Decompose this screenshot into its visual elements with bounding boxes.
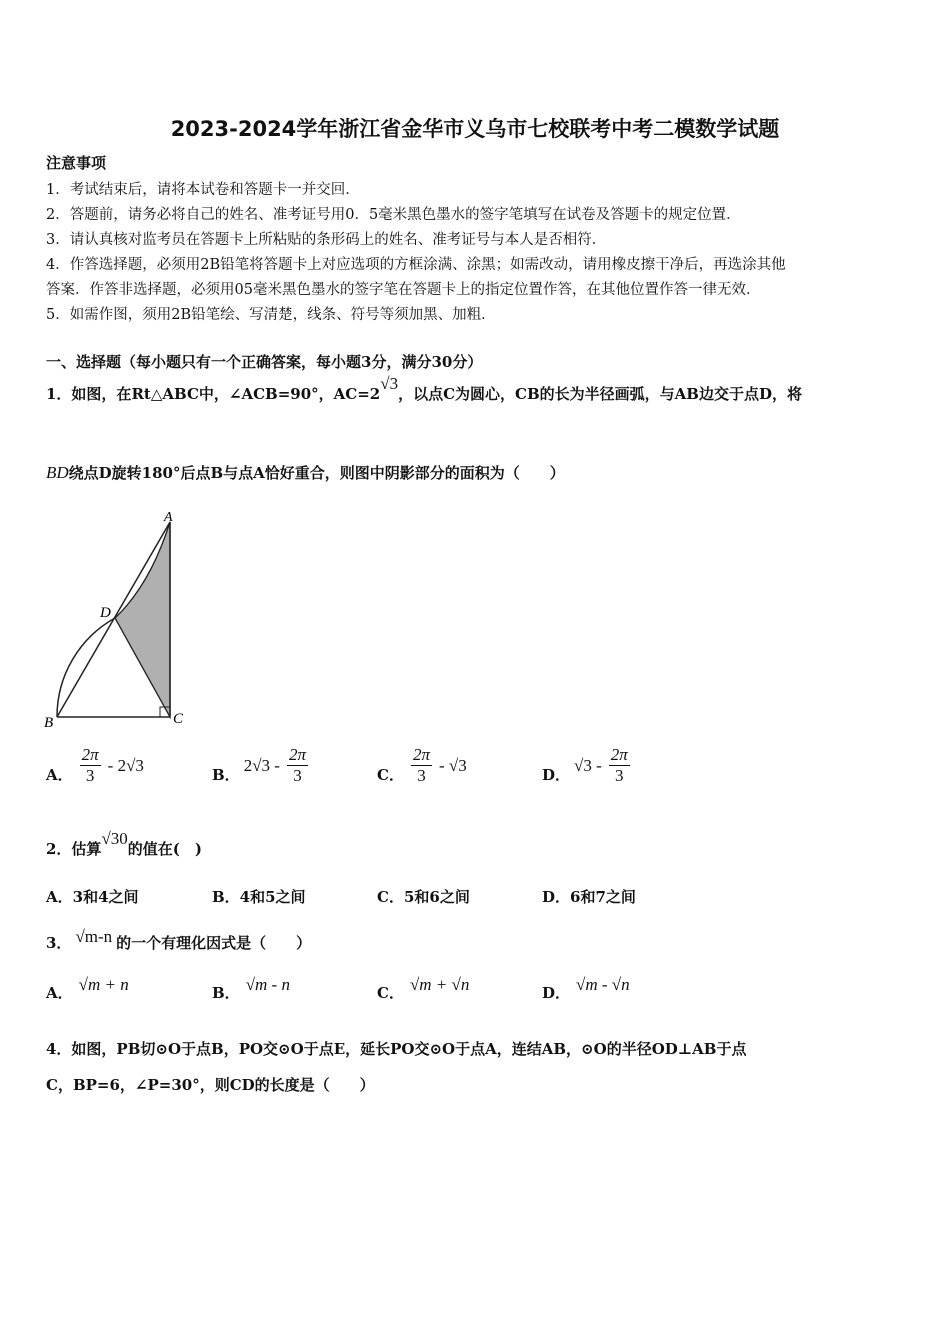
option-label: C． [377, 766, 404, 784]
q1-text: 1．如图，在Rt△ABC中，∠ACB=90°，AC=2 [46, 385, 381, 403]
q3-option-b[interactable]: B． √m - n [212, 975, 290, 1002]
q4-line1: 4．如图，PB切⊙O于点B，PO交⊙O于点E，延长PO交⊙O于点A，连结AB，⊙O的半径OD⊥AB于点 [46, 1040, 747, 1058]
q1-text: ，以点C为圆心，CB的长为半径画弧，与AB边交于点D，将 [398, 385, 802, 403]
label-d: D [100, 605, 111, 621]
q4-line2: C，BP=6，∠P=30°，则CD的长度是（ ） [46, 1076, 375, 1094]
option-expr: √3 - [574, 755, 602, 775]
notice-item: 2．答题前，请务必将自己的姓名、准考证号用0．5毫米黑色墨水的签字笔填写在试卷及答题卡的规定位置． [46, 207, 741, 223]
option-label: B． [212, 766, 240, 784]
q1-option-d[interactable] [542, 745, 633, 786]
option-label: D． [542, 766, 571, 784]
q2-option-c[interactable]: C．5和6之间 [377, 888, 470, 906]
q3-option-a[interactable]: A． √m + n [46, 975, 129, 1002]
notice-heading: 注意事项 [46, 154, 107, 172]
q3-stem [46, 927, 312, 953]
label-b: B [44, 715, 54, 731]
q2-text: 2．估算 [46, 840, 102, 858]
label-a: A [164, 510, 173, 525]
q2-stem [46, 829, 202, 859]
fraction: $\frac{2\pi}{3}$ [412, 745, 430, 785]
q1-figure [40, 505, 200, 735]
q3-text: 3． [46, 934, 72, 952]
fraction: $\frac{2\pi}{3}$ [81, 745, 99, 785]
notice-item: 4．作答选择题，必须用2B铅笔将答题卡上对应选项的方框涂满、涂黑；如需改动，请用橡皮擦干净后，再选涂其他 [46, 257, 786, 273]
q1-text: 绕点D旋转180°后点B与点A恰好重合，则图中阴影部分的面积为（ ） [68, 464, 565, 482]
q3-option-c[interactable]: C． √m + √n [377, 975, 470, 1002]
q2-option-a[interactable]: A．3和4之间 [46, 888, 139, 906]
q1-option-c[interactable] [377, 745, 467, 786]
notice-item: 1．考试结束后，请将本试卷和答题卡一并交回． [46, 182, 360, 198]
notice-item: 5．如需作图，须用2B铅笔绘、写清楚，线条、符号等须加黑、加粗． [46, 307, 496, 323]
option-label: A． [46, 766, 73, 784]
q2-text: 的值在( ) [127, 840, 202, 858]
fraction: $\frac{2\pi}{3}$ [610, 745, 628, 785]
q2-option-d[interactable]: D．6和7之间 [542, 888, 636, 906]
q3-option-d[interactable]: D． √m - √n [542, 975, 630, 1002]
option-expr: - √3 [438, 755, 467, 775]
q1-line1 [46, 374, 802, 404]
sqrt-expr: √3 [380, 374, 399, 393]
sqrt-expr: √m-n [75, 927, 113, 946]
notice-item: 答案．作答非选择题，必须用05毫米黑色墨水的签字笔在答题卡上的指定位置作答，在其他位置作答一律无效． [46, 282, 761, 298]
option-expr: 2√3 - [243, 755, 280, 775]
arc-bd: BD [46, 463, 69, 482]
label-c: C [173, 711, 184, 727]
notice-item: 3．请认真核对监考员在答题卡上所粘贴的条形码上的姓名、准考证号与本人是否相符． [46, 232, 607, 248]
option-expr: - 2√3 [107, 755, 144, 775]
q1-option-b[interactable] [212, 745, 311, 786]
page-title: 2023-2024学年浙江省金华市义乌市七校联考中考二模数学试题 [170, 117, 780, 141]
fraction: $\frac{2\pi}{3}$ [288, 745, 306, 785]
sqrt-expr: √30 [101, 829, 128, 848]
q1-option-a[interactable] [46, 745, 144, 786]
section-heading: 一、选择题（每小题只有一个正确答案，每小题3分，满分30分） [46, 353, 483, 371]
q2-option-b[interactable]: B．4和5之间 [212, 888, 306, 906]
shaded-region [115, 522, 170, 717]
q3-text: 的一个有理化因式是（ ） [116, 934, 312, 952]
q1-line2 [46, 462, 565, 483]
